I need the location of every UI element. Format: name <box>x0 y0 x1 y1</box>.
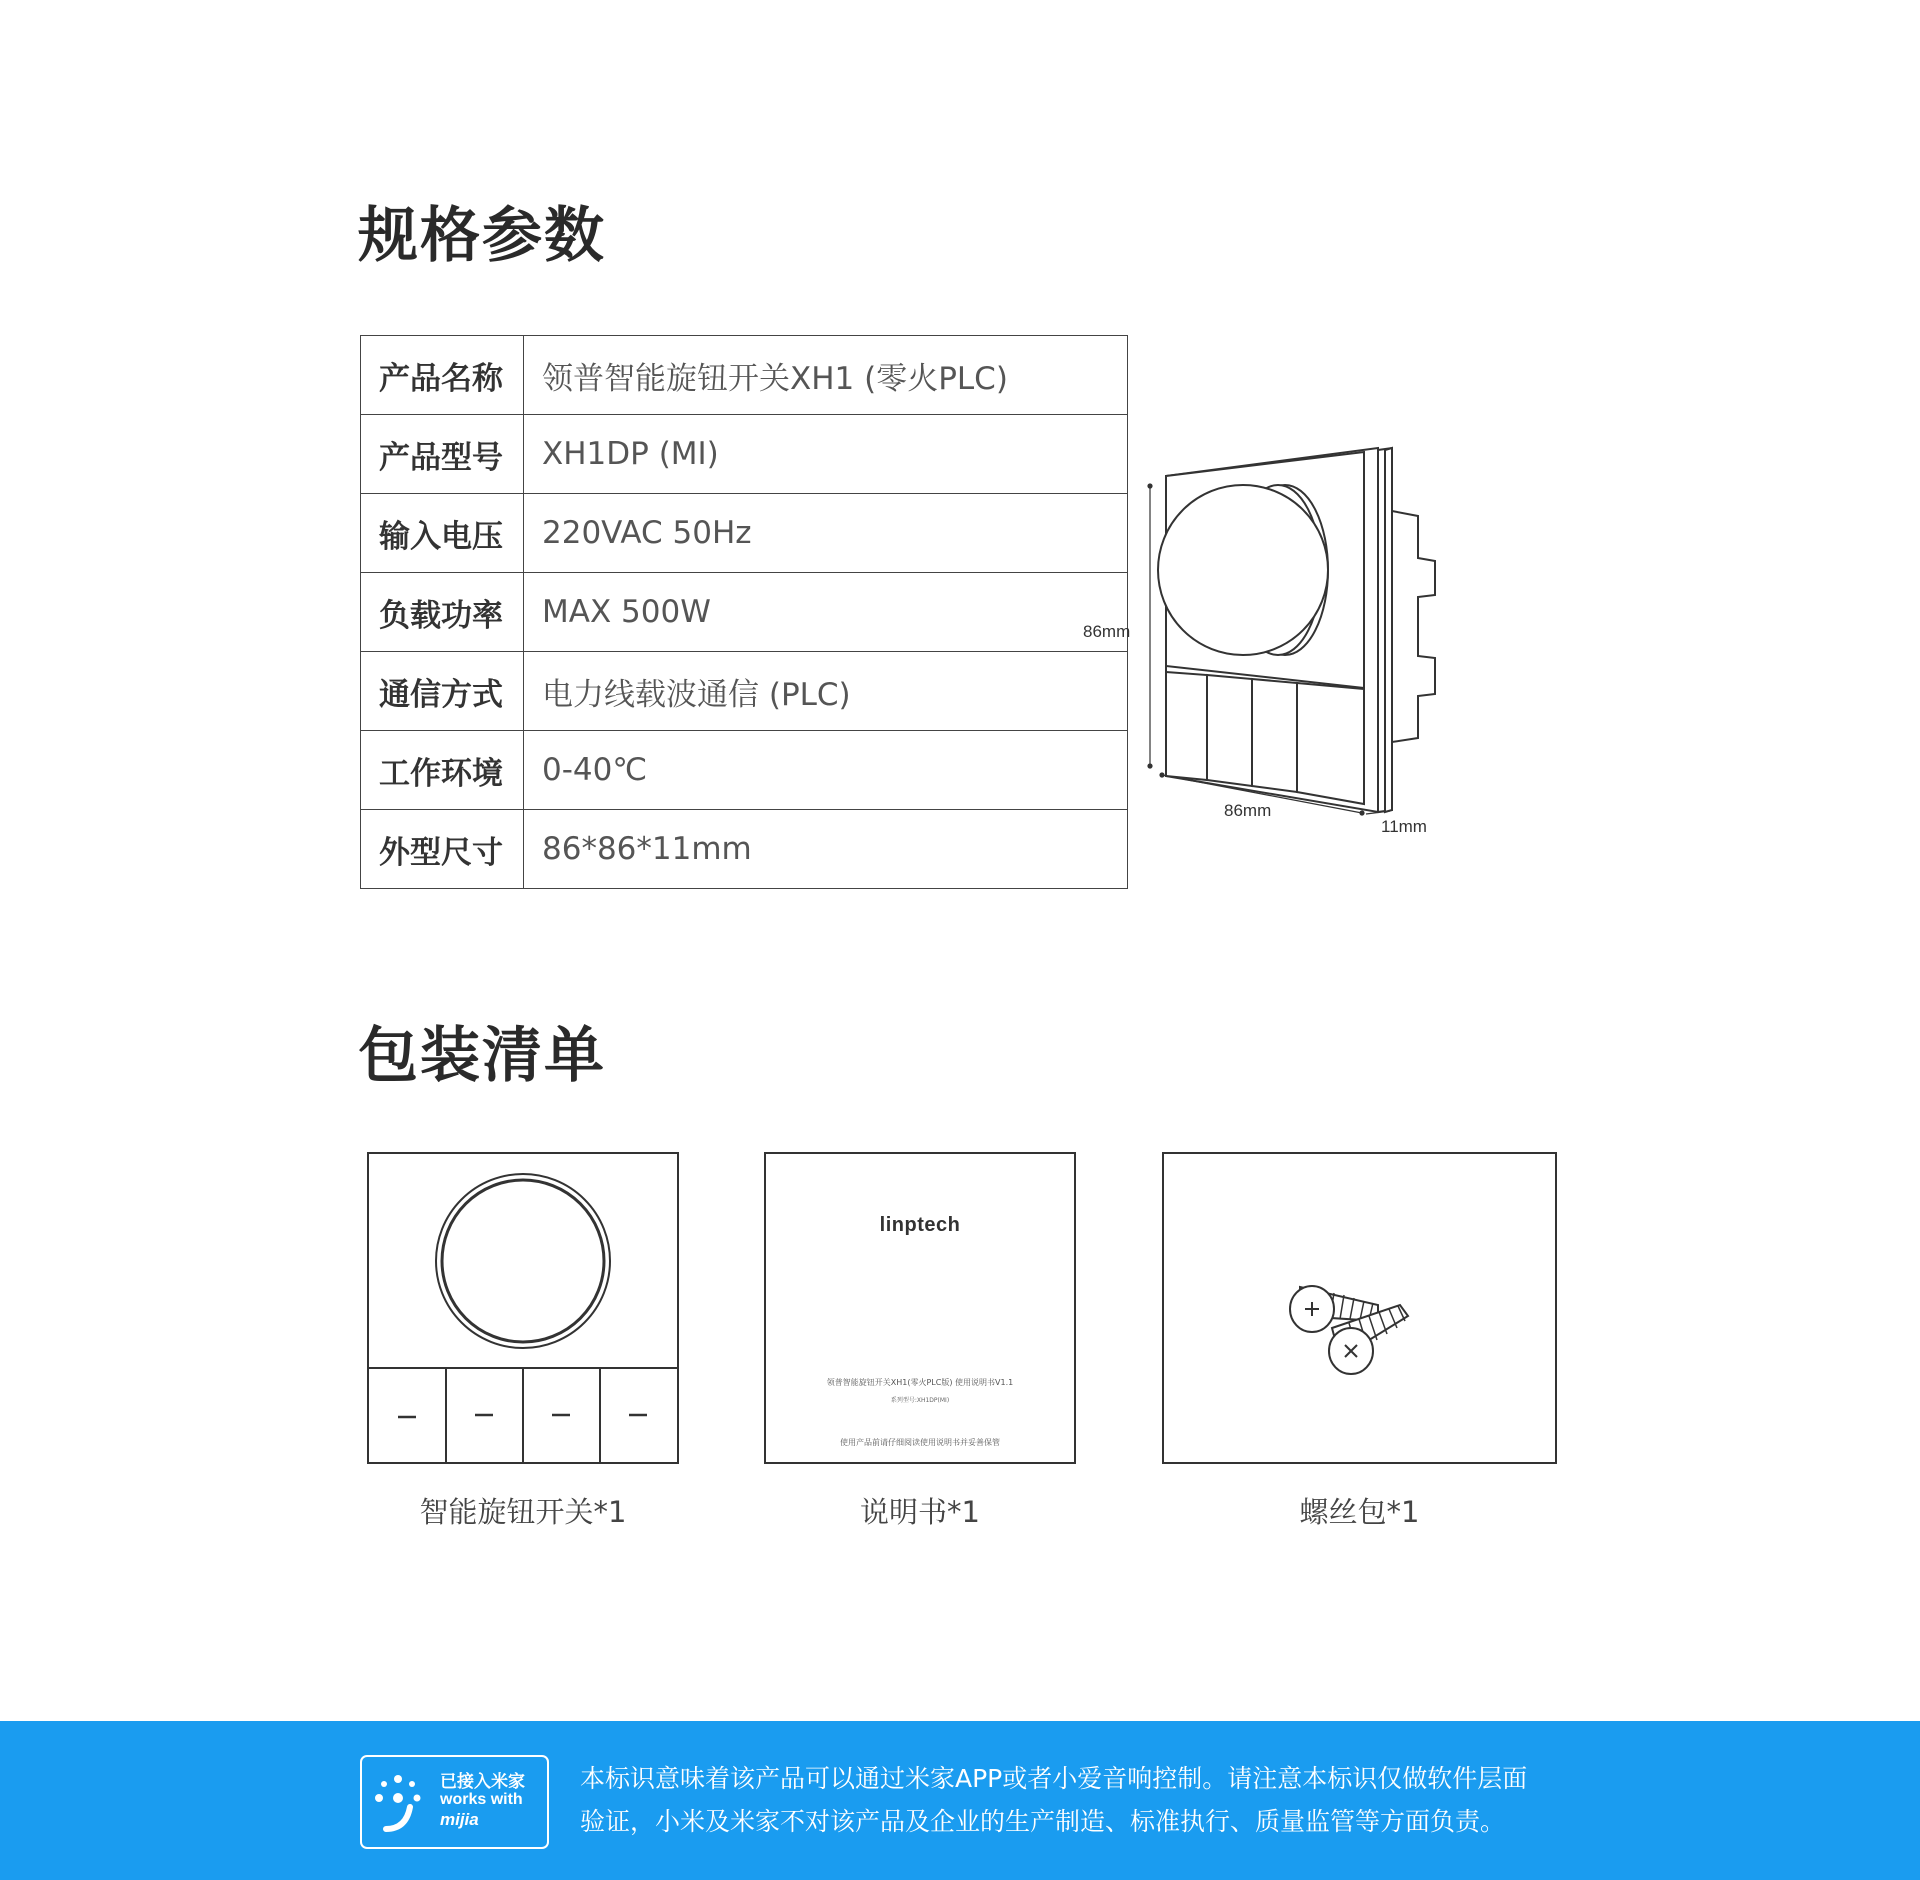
spec-key: 输入电压 <box>361 494 524 573</box>
width-dimension-label: 86mm <box>1224 801 1272 820</box>
manual-note: 使用产品前请仔细阅读使用说明书并妥善保管 <box>840 1438 1000 1447</box>
spec-key: 通信方式 <box>361 652 524 731</box>
package-item-label: 说明书*1 <box>860 1495 980 1529</box>
package-item-screws <box>1162 1152 1557 1464</box>
footer-line-1: 本标识意味着该产品可以通过米家APP或者小爱音响控制。请注意本标识仅做软件层面 <box>580 1764 1528 1793</box>
table-row <box>361 573 1128 652</box>
footer-disclaimer <box>580 1757 1600 1843</box>
spec-value: MAX 500W <box>524 573 1128 652</box>
depth-dimension-label: 11mm <box>1381 817 1427 836</box>
screw-icon <box>1164 1154 1555 1462</box>
manual-brand-logo: linptech <box>879 1214 961 1236</box>
package-section-title: 包装清单 <box>358 1021 606 1091</box>
mijia-footer-banner <box>0 1721 1920 1880</box>
spec-value: XH1DP (MI) <box>524 415 1128 494</box>
spec-value: 220VAC 50Hz <box>524 494 1128 573</box>
table-row <box>361 336 1128 415</box>
spec-value: 领普智能旋钮开关XH1 (零火PLC) <box>524 336 1128 415</box>
footer-line-2: 验证，小米及米家不对该产品及企业的生产制造、标准执行、质量监管等方面负责。 <box>580 1807 1506 1836</box>
spec-section-title: 规格参数 <box>358 201 606 271</box>
spec-value: 0-40℃ <box>524 731 1128 810</box>
table-row <box>361 494 1128 573</box>
spec-table <box>360 335 1131 889</box>
table-row <box>361 652 1128 731</box>
manual-model: 系列型号:XH1DP(MI) <box>890 1397 950 1404</box>
package-item-label: 智能旋钮开关*1 <box>419 1495 627 1529</box>
spec-key: 负载功率 <box>361 573 524 652</box>
badge-cn-text: 已接入米家 <box>440 1772 525 1792</box>
height-dimension-label: 86mm <box>1083 622 1131 641</box>
works-with-mijia-badge <box>360 1755 549 1849</box>
manual-title: 领普智能旋钮开关XH1(零火PLC版) 使用说明书V1.1 <box>826 1378 1014 1387</box>
spec-value: 电力线载波通信 (PLC) <box>524 652 1128 731</box>
table-row <box>361 731 1128 810</box>
badge-en-text: works with <box>440 1791 523 1808</box>
spec-value: 86*86*11mm <box>524 810 1128 889</box>
badge-brand-text: mijia <box>440 1810 479 1829</box>
mijia-logo-icon <box>370 1767 430 1841</box>
spec-key: 外型尺寸 <box>361 810 524 889</box>
spec-key: 产品名称 <box>361 336 524 415</box>
package-item-switch <box>367 1152 679 1464</box>
switch-front-drawing <box>369 1154 677 1462</box>
table-row <box>361 415 1128 494</box>
package-item-manual <box>764 1152 1076 1464</box>
package-item-label: 螺丝包*1 <box>1299 1495 1420 1529</box>
table-row <box>361 810 1128 889</box>
spec-key: 工作环境 <box>361 731 524 810</box>
spec-key: 产品型号 <box>361 415 524 494</box>
